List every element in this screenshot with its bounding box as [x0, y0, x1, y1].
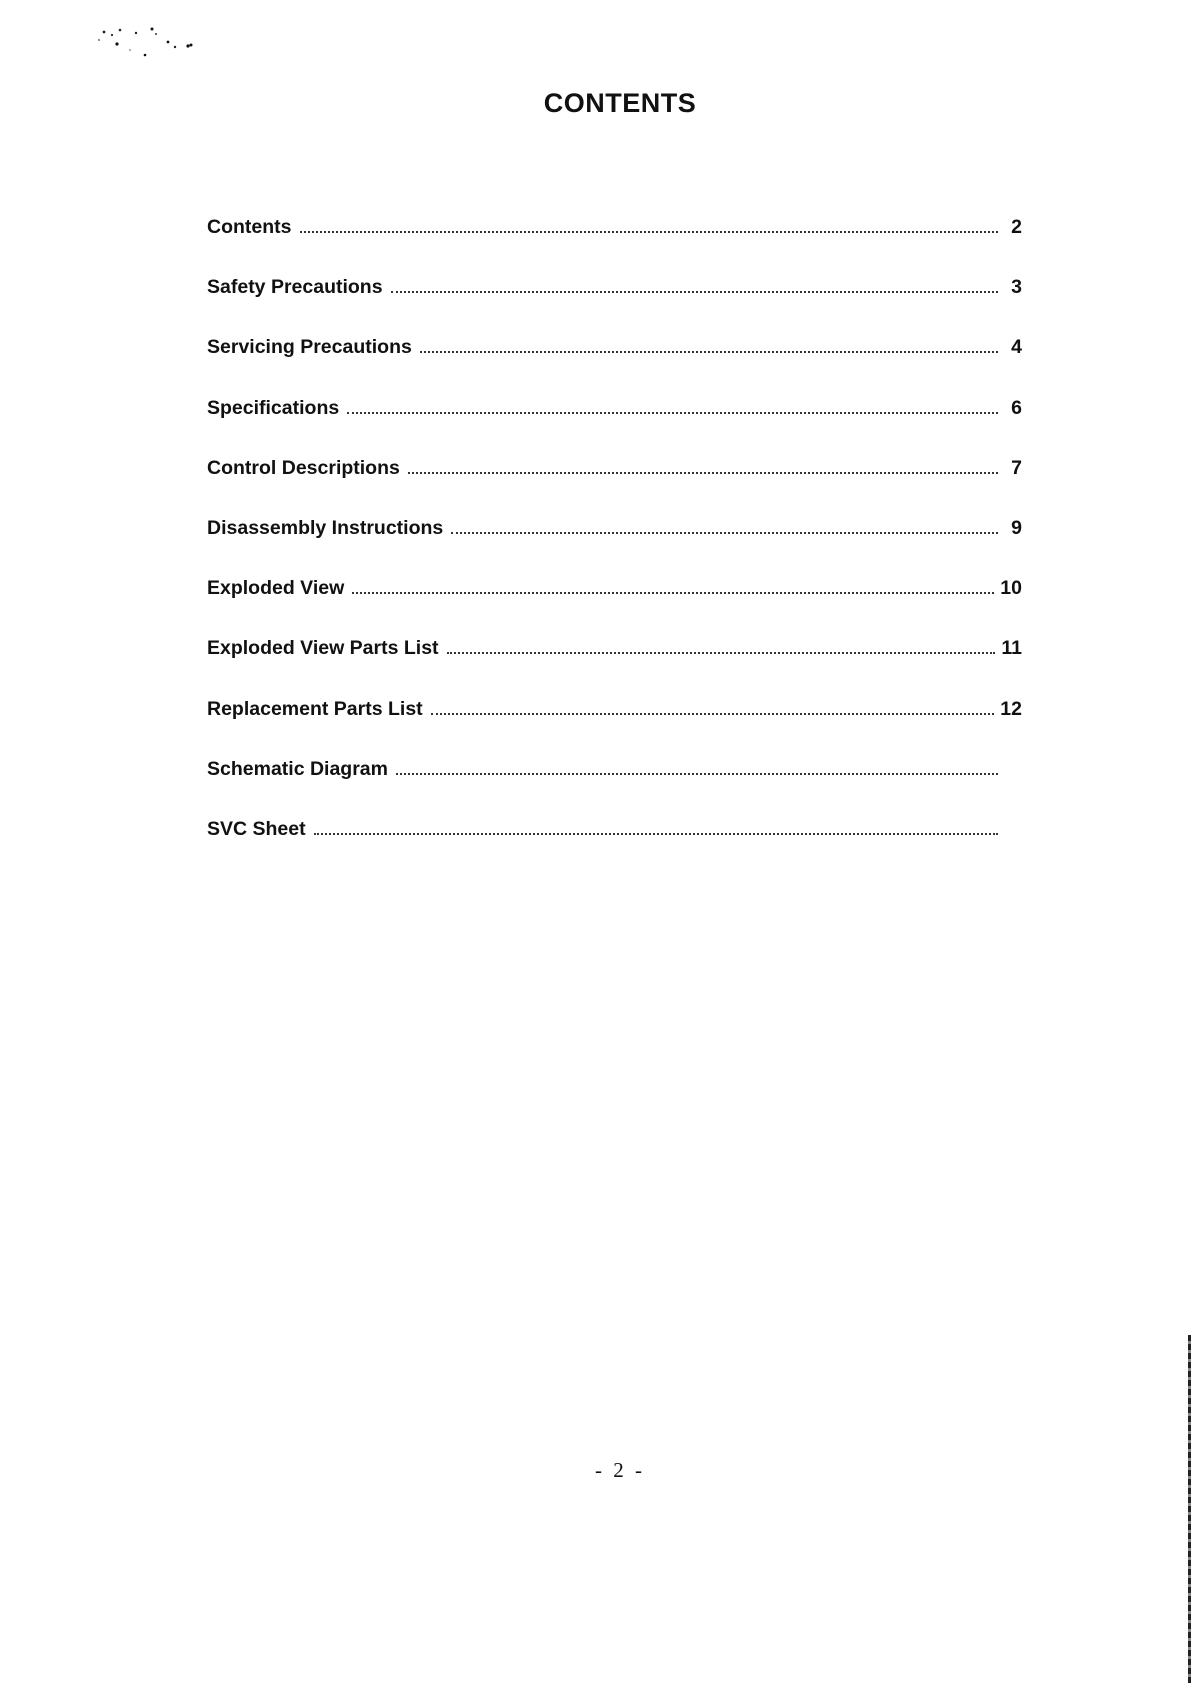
- scan-speckles: [90, 20, 240, 70]
- toc-entry-page: 2: [1011, 216, 1022, 238]
- table-of-contents: [207, 216, 1022, 878]
- toc-entry-page: 12: [1000, 697, 1022, 720]
- toc-entry-page: 6: [1011, 396, 1022, 419]
- dot-leader: [431, 710, 995, 715]
- toc-entry[interactable]: [207, 457, 1022, 517]
- dot-leader: [352, 589, 994, 594]
- toc-entry[interactable]: [207, 276, 1022, 336]
- toc-entry-page: 9: [1011, 516, 1022, 539]
- toc-entry[interactable]: [207, 216, 1022, 276]
- toc-entry[interactable]: [207, 698, 1022, 758]
- toc-entry[interactable]: [207, 397, 1022, 457]
- page-title: CONTENTS: [543, 88, 697, 118]
- toc-entry-label: Exploded View Parts List: [207, 637, 439, 660]
- dot-leader: [347, 409, 998, 414]
- dot-leader: [314, 830, 998, 835]
- dot-leader: [447, 649, 996, 654]
- toc-entry-page: 4: [1011, 336, 1022, 359]
- toc-entry-label: Exploded View: [207, 577, 345, 600]
- dot-leader: [396, 770, 998, 775]
- toc-entry-label: Disassembly Instructions: [207, 516, 444, 539]
- toc-entry-label: Servicing Precautions: [207, 336, 412, 359]
- dot-leader: [300, 228, 999, 233]
- toc-entry[interactable]: [207, 336, 1022, 396]
- toc-entry-label: Replacement Parts List: [207, 697, 423, 720]
- toc-entry-label: SVC Sheet: [207, 817, 306, 840]
- dot-leader: [391, 288, 998, 293]
- toc-entry-page: 10: [1000, 577, 1022, 600]
- dot-leader: [420, 348, 998, 353]
- toc-entry-label: Contents: [207, 216, 292, 238]
- dot-leader: [451, 529, 998, 534]
- toc-entry-label: Safety Precautions: [207, 276, 383, 299]
- toc-entry-label: Specifications: [207, 396, 340, 419]
- toc-entry-page: 3: [1011, 276, 1022, 299]
- toc-entry[interactable]: [207, 577, 1022, 637]
- toc-entry-page: 11: [1001, 637, 1022, 660]
- toc-entry-page: 7: [1011, 456, 1022, 479]
- toc-entry[interactable]: [207, 517, 1022, 577]
- dot-leader: [408, 469, 998, 474]
- toc-entry-label: Control Descriptions: [207, 456, 400, 479]
- toc-entry-label: Schematic Diagram: [207, 757, 388, 780]
- toc-entry[interactable]: [207, 637, 1022, 697]
- toc-entry[interactable]: [207, 818, 1022, 878]
- page-number: - 2 -: [595, 1458, 645, 1482]
- toc-entry[interactable]: [207, 758, 1022, 818]
